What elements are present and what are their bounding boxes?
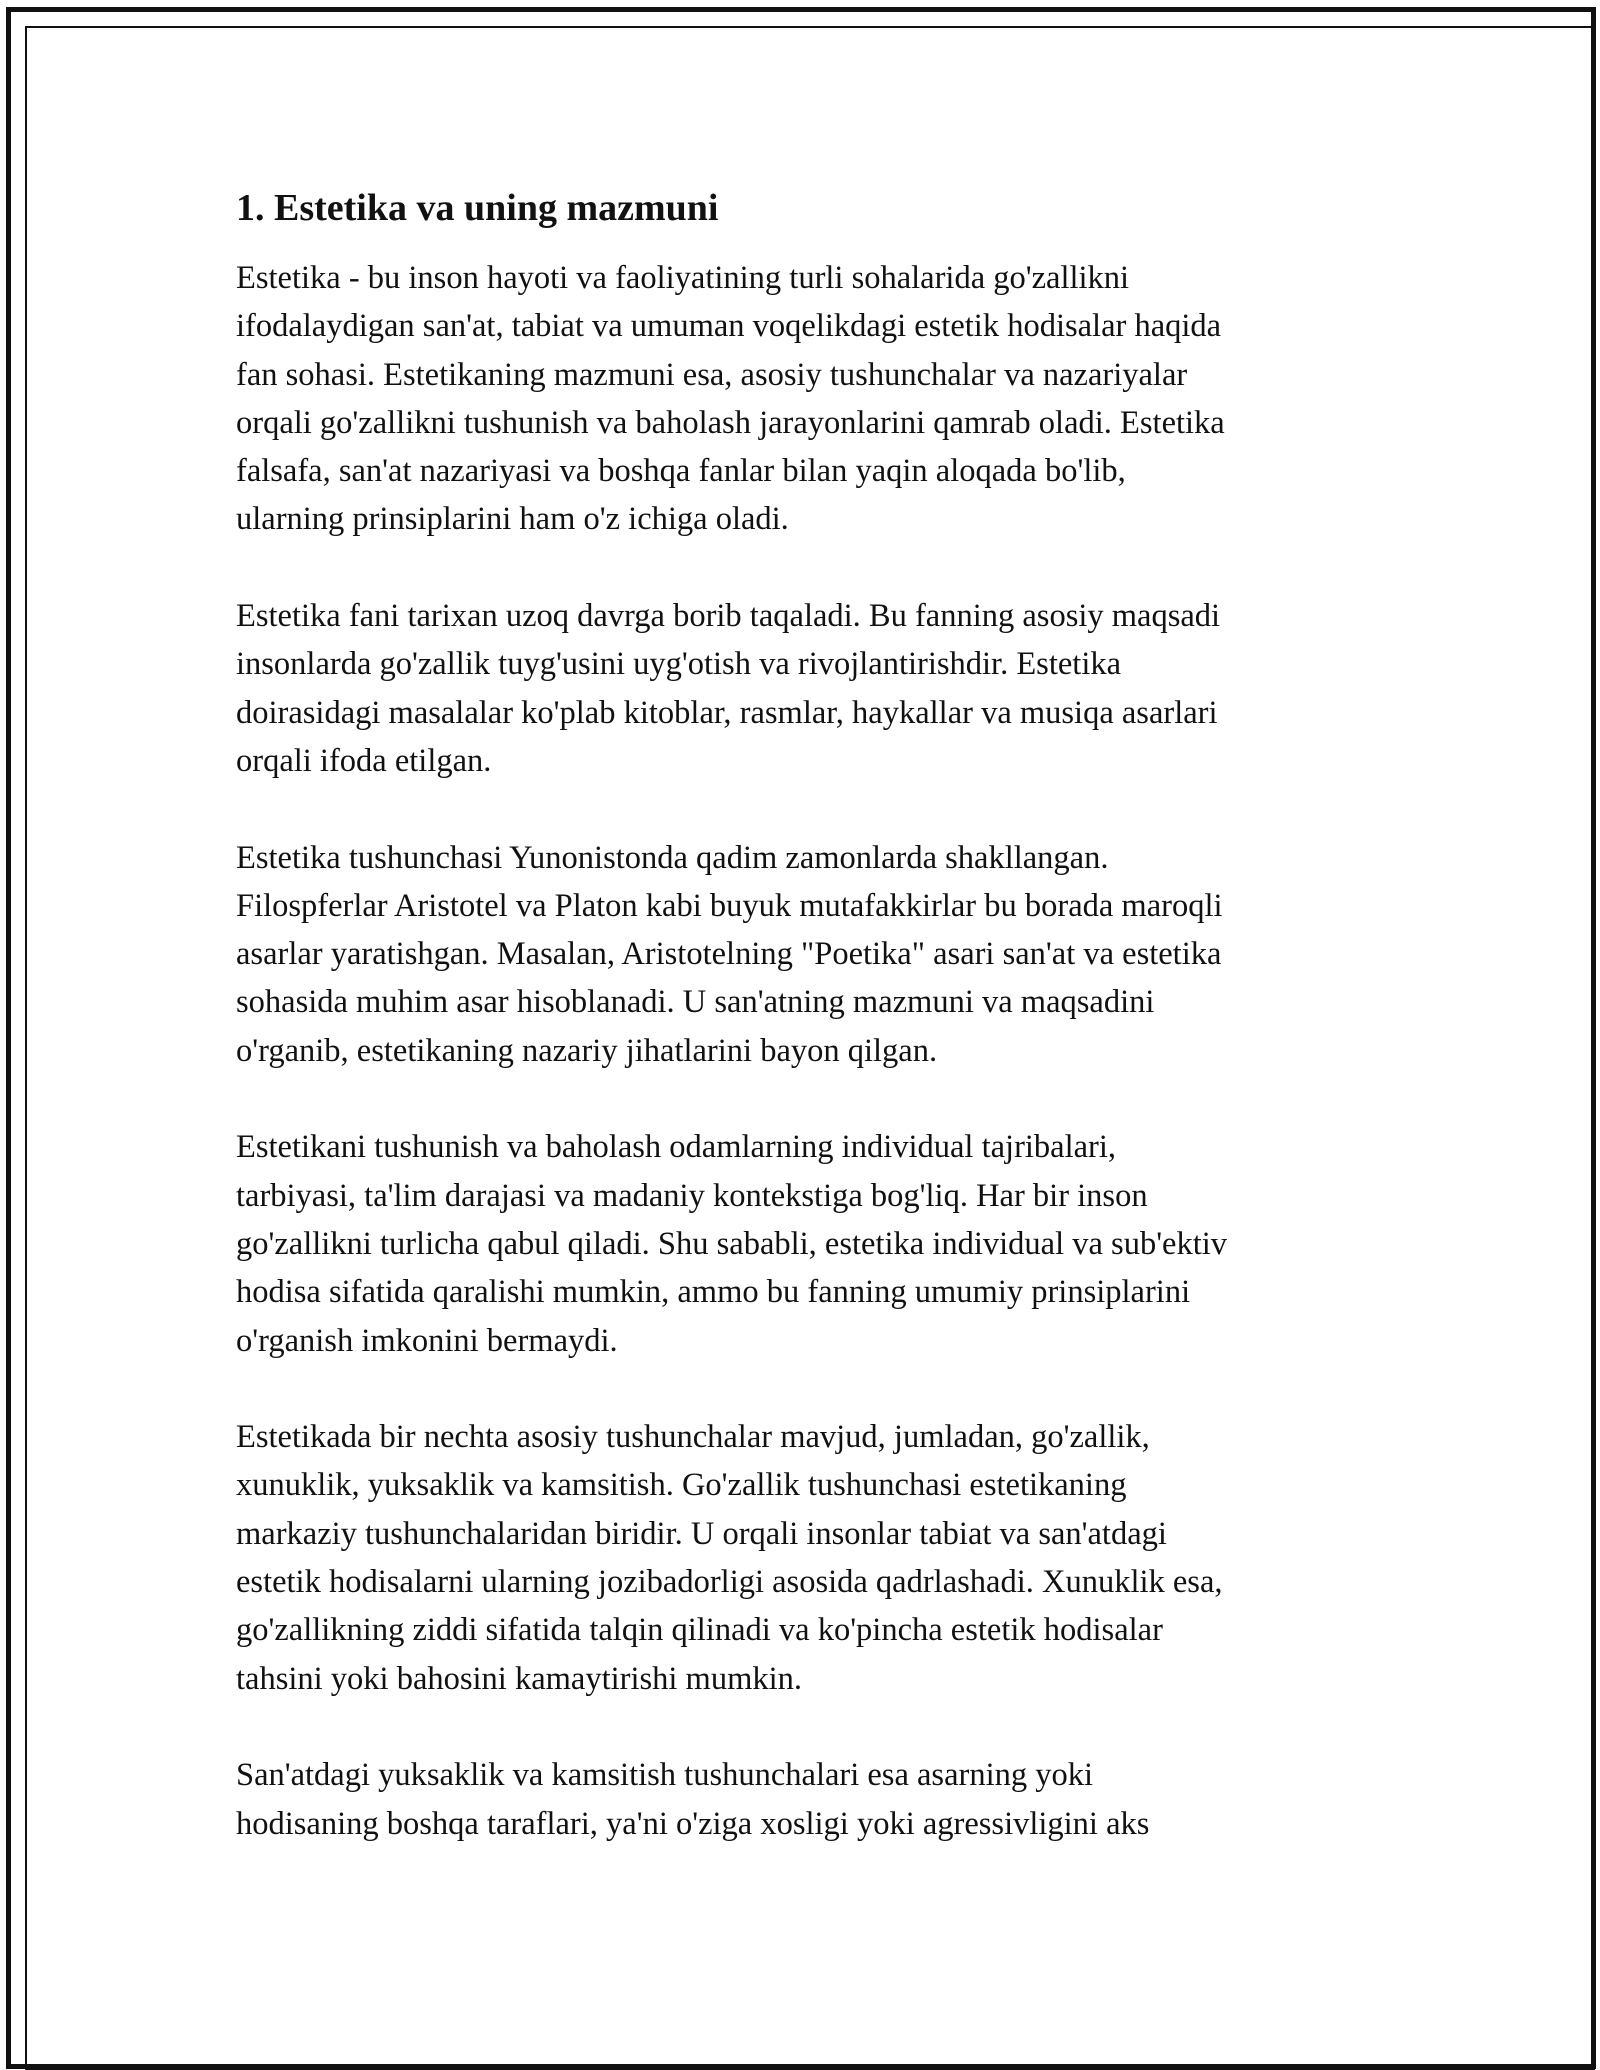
paragraph-5: Estetikada bir nechta asosiy tushunchalar mavjud, jumladan, go'zallik, xunuklik, yuksaklik va kamsitish. Go'zallik tushunchasi estetikaning markaziy tushunchalaridan biridir. U orqali insonlar tabiat va san'atdagi estetik hodisalarni ularning jozibadorligi asosida qadrlashadi. Xunuklik esa, go'zallikning ziddi sifatida talqin qilinadi va ko'pincha estetik hodisalar tahsini yoki bahosini kamaytirishi mumkin. [236,1419,1223,1697]
paragraph-6: San'atdagi yuksaklik va kamsitish tushunchalari esa asarning yoki hodisaning boshqa taraflari, ya'ni o'ziga xosligi yoki agressivligini aks [236,1757,1150,1842]
paragraph-2: Estetika fani tarixan uzoq davrga borib taqaladi. Bu fanning asosiy maqsadi insonlarda go'zallik tuyg'usini uyg'otish va rivojlantirishdir. Estetika doirasidagi masalalar ko'plab kitoblar, rasmlar, haykallar va musiqa asarlari orqali ifoda etilgan. [236,598,1221,779]
paragraph-1: Estetika - bu inson hayoti va faoliyatining turli sohalarida go'zallikni ifodalaydigan san'at, tabiat va umuman voqelikdagi estetik hodisalar haqida fan sohasi. Estetikaning mazmuni esa, asosiy tushunchalar va nazariyalar orqali go'zallikni tushunish va baholash jarayonlarini qamrab oladi. Estetika falsafa, san'at nazariyasi va boshqa fanlar bilan yaqin aloqada bo'lib, ularning prinsiplarini ham o'z ichiga oladi. [236,260,1225,538]
document-body [236,184,1366,1896]
paragraph-3: Estetika tushunchasi Yunonistonda qadim zamonlarda shakllangan. Filospferlar Aristotel va Platon kabi buyuk mutafakkirlar bu borada maroqli asarlar yaratishgan. Masalan, Aristotelning "Poetika" asari san'at va estetika sohasida muhim asar hisoblanadi. U san'atning mazmuni va maqsadini o'rganib, estetikaning nazariy jihatlarini bayon qilgan. [236,839,1223,1069]
section-heading: 1. Estetika va uning mazmuni [236,187,719,229]
paragraph-4: Estetikani tushunish va baholash odamlarning individual tajribalari, tarbiyasi, ta'lim darajasi va madaniy kontekstiga bog'liq. Har bir inson go'zallikni turlicha qabul qiladi. Shu sababli, estetika individual va sub'ektiv hodisa sifatida qaralishi mumkin, ammo bu fanning umumiy prinsiplarini o'rganish imkonini bermaydi. [236,1129,1228,1359]
